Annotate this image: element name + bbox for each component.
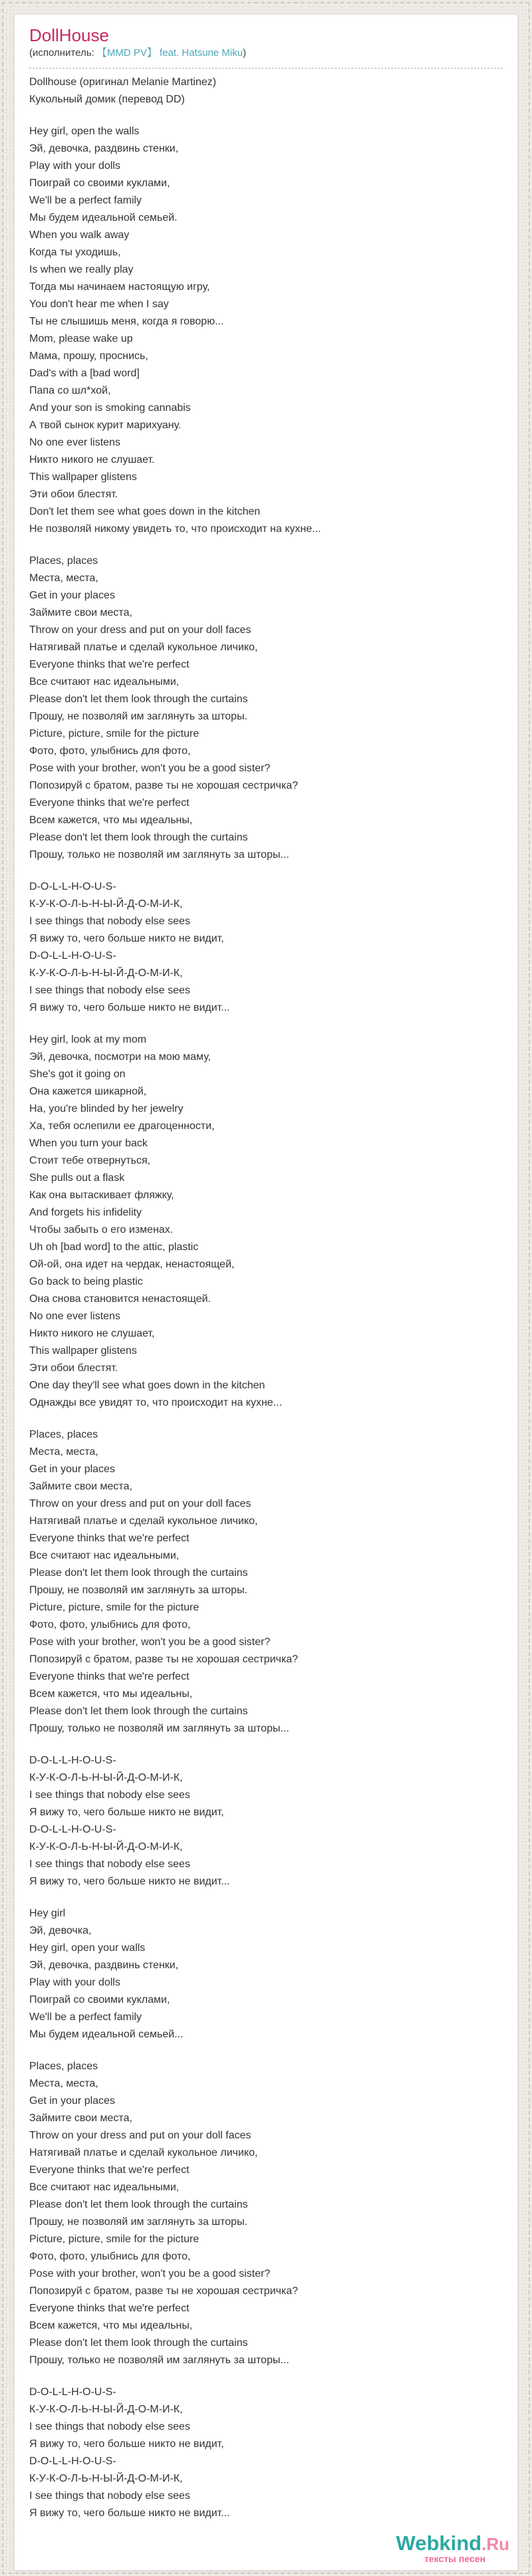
- lyrics-line: Please don't let them look through the curtains: [29, 1706, 248, 1717]
- lyrics-line: Я вижу то, чего больше никто не видит...: [29, 1876, 230, 1887]
- lyrics-line: К-У-К-О-Л-Ь-Н-Ы-Й-Д-О-М-И-К,: [29, 1772, 183, 1783]
- lyrics-line: Places, places: [29, 2061, 98, 2072]
- lyrics-line: Эй, девочка, раздвинь стенки,: [29, 1960, 179, 1971]
- lyrics-stanza: [29, 123, 503, 538]
- webkind-logo-main: Webkind: [396, 2531, 482, 2555]
- lyrics-line: Когда ты уходишь,: [29, 247, 121, 258]
- lyrics-line: К-У-К-О-Л-Ь-Н-Ы-Й-Д-О-М-И-К,: [29, 1841, 183, 1853]
- lyrics-line: Dollhouse (оригинал Melanie Martinez): [29, 76, 217, 88]
- lyrics-line: Get in your places: [29, 2095, 115, 2107]
- lyrics-line: Прошу, только не позволяй им заглянуть за шторы...: [29, 1723, 289, 1734]
- lyrics-line: I see things that nobody else sees: [29, 1859, 190, 1870]
- lyrics-line: А твой сынок курит марихуану.: [29, 420, 182, 431]
- lyrics-line: Please don't let them look through the curtains: [29, 2199, 248, 2210]
- lyrics-line: Hey girl, open your walls: [29, 1942, 146, 1954]
- song-title: DollHouse: [29, 25, 109, 45]
- lyrics-line: Стоит тебе отвернуться,: [29, 1155, 151, 1166]
- lyrics-line: Ой-ой, она идет на чердак, ненастоящей,: [29, 1259, 235, 1270]
- lyrics-line: Всем кажется, что мы идеальны,: [29, 1688, 193, 1700]
- lyrics-line: Чтобы забыть о его изменах.: [29, 1224, 174, 1235]
- lyrics-stanza: [29, 878, 503, 1017]
- lyrics-line: Мы будем идеальной семьей...: [29, 2029, 184, 2040]
- lyrics-line: Everyone thinks that we're perfect: [29, 2303, 190, 2314]
- lyrics-line: Эй, девочка, посмотри на мою маму,: [29, 1051, 211, 1063]
- lyrics-line: Попозируй с братом, разве ты не хорошая сестричка?: [29, 2285, 299, 2297]
- lyrics-line: Прошу, только не позволяй им заглянуть за шторы...: [29, 849, 289, 860]
- lyrics-line: Она кажется шикарной,: [29, 1086, 147, 1097]
- lyrics-stanza: [29, 1752, 503, 1890]
- lyrics-stanza: [29, 2058, 503, 2369]
- artist-suffix: ): [243, 47, 247, 59]
- lyrics-line: Все считают нас идеальными,: [29, 1550, 180, 1561]
- lyrics-line: Play with your dolls: [29, 1977, 120, 1988]
- lyrics-line: Ты не слышишь меня, когда я говорю...: [29, 316, 224, 327]
- lyrics-line: Hey girl, look at my mom: [29, 1034, 147, 1045]
- lyrics-line: No one ever listens: [29, 437, 120, 448]
- lyrics-line: Go back to being plastic: [29, 1276, 143, 1287]
- lyrics-line: And forgets his infidelity: [29, 1207, 142, 1218]
- lyrics-line: Попозируй с братом, разве ты не хорошая сестричка?: [29, 780, 299, 791]
- lyrics-line: Я вижу то, чего больше никто не видит,: [29, 1807, 224, 1818]
- lyrics-line: Get in your places: [29, 590, 115, 601]
- lyrics-line: Everyone thinks that we're perfect: [29, 1671, 190, 1682]
- lyrics-line: Всем кажется, что мы идеальны,: [29, 2320, 193, 2331]
- lyrics-line: I see things that nobody else sees: [29, 916, 190, 927]
- lyrics-line: Фото, фото, улыбнись для фото,: [29, 745, 191, 757]
- lyrics-line: D-O-L-L-H-O-U-S-: [29, 1824, 116, 1835]
- lyrics-stanza: [29, 2384, 503, 2522]
- lyrics-line: Throw on your dress and put on your doll faces: [29, 1498, 251, 1509]
- lyrics-line: Pose with your brother, won't you be a good sister?: [29, 763, 271, 774]
- lyrics-stanza: [29, 553, 503, 864]
- lyrics-line: Мы будем идеальной семьей.: [29, 212, 178, 223]
- lyrics-line: Ха, тебя ослепили ее драгоценности,: [29, 1120, 215, 1132]
- lyrics-line: Places, places: [29, 1429, 98, 1440]
- artist-prefix: (исполнитель:: [29, 47, 97, 59]
- lyrics-line: Throw on your dress and put on your doll faces: [29, 2130, 251, 2141]
- lyrics-line: Папа со шл*хой,: [29, 385, 111, 396]
- lyrics-line: D-O-L-L-H-O-U-S-: [29, 950, 116, 962]
- lyrics-line: Никто никого не слушает.: [29, 454, 155, 465]
- lyrics-line: Не позволяй никому увидеть то, что происходит на кухне...: [29, 523, 321, 535]
- lyrics-line: К-У-К-О-Л-Ь-Н-Ы-Й-Д-О-М-И-К,: [29, 967, 183, 979]
- lyrics-line: Hey girl: [29, 1908, 66, 1919]
- lyrics-line: And your son is smoking cannabis: [29, 402, 191, 414]
- lyrics-line: Throw on your dress and put on your doll faces: [29, 624, 251, 636]
- lyrics-line: D-O-L-L-H-O-U-S-: [29, 881, 116, 892]
- lyrics-line: Тогда мы начинаем настоящую игру,: [29, 281, 210, 293]
- lyrics-line: Everyone thinks that we're perfect: [29, 797, 190, 809]
- lyrics-line: Picture, picture, smile for the picture: [29, 1602, 200, 1613]
- webkind-logo-suffix: .Ru: [481, 2534, 509, 2554]
- lyrics-line: Places, places: [29, 555, 98, 567]
- lyrics-line: Is when we really play: [29, 264, 134, 275]
- lyrics-line: Pose with your brother, won't you be a good sister?: [29, 2268, 271, 2279]
- lyrics-line: I see things that nobody else sees: [29, 1789, 190, 1801]
- lyrics-line: Натягивай платье и сделай кукольное личико,: [29, 642, 258, 653]
- lyrics-line: К-У-К-О-Л-Ь-Н-Ы-Й-Д-О-М-И-К,: [29, 2404, 183, 2415]
- lyrics-line: Места, места,: [29, 2078, 98, 2089]
- lyrics-line: Ha, you're blinded by her jewelry: [29, 1103, 184, 1114]
- lyrics-line: Please don't let them look through the curtains: [29, 1567, 248, 1579]
- lyrics-line: Get in your places: [29, 1464, 115, 1475]
- lyrics-line: I see things that nobody else sees: [29, 2490, 190, 2502]
- lyrics-stanza: [29, 74, 503, 108]
- lyrics-line: Прошу, только не позволяй им заглянуть за шторы...: [29, 2355, 289, 2366]
- lyrics-line: She pulls out a flask: [29, 1172, 125, 1184]
- lyrics-line: Натягивай платье и сделай кукольное личико,: [29, 2147, 258, 2158]
- lyrics-line: Мама, прошу, проснись,: [29, 350, 148, 362]
- lyrics-line: D-O-L-L-H-O-U-S-: [29, 1755, 116, 1766]
- lyrics-line: Займите свои места,: [29, 2113, 132, 2124]
- lyrics-line: No one ever listens: [29, 1311, 120, 1322]
- lyrics-line: Все считают нас идеальными,: [29, 676, 180, 688]
- lyrics-line: К-У-К-О-Л-Ь-Н-Ы-Й-Д-О-М-И-К,: [29, 2473, 183, 2484]
- lyrics-line: Кукольный домик (перевод DD): [29, 94, 185, 105]
- lyrics-line: Please don't let them look through the curtains: [29, 694, 248, 705]
- lyrics-line: Фото, фото, улыбнись для фото,: [29, 1619, 191, 1630]
- lyrics-line: Please don't let them look through the curtains: [29, 2337, 248, 2349]
- lyrics-stanza: [29, 1031, 503, 1412]
- lyrics-line: Picture, picture, smile for the picture: [29, 728, 200, 739]
- artist-line: [29, 47, 503, 68]
- lyrics-line: Everyone thinks that we're perfect: [29, 1533, 190, 1544]
- lyrics-line: Никто никого не слушает,: [29, 1328, 155, 1339]
- lyrics-line: Попозируй с братом, разве ты не хорошая сестричка?: [29, 1654, 299, 1665]
- lyrics-card: [14, 14, 518, 2571]
- lyrics-line: This wallpaper glistens: [29, 1345, 137, 1356]
- lyrics-line: Места, места,: [29, 573, 98, 584]
- lyrics-line: This wallpaper glistens: [29, 471, 137, 483]
- lyrics-line: К-У-К-О-Л-Ь-Н-Ы-Й-Д-О-М-И-К,: [29, 898, 183, 910]
- lyrics-line: One day they'll see what goes down in the kitchen: [29, 1380, 265, 1391]
- lyrics-line: I see things that nobody else sees: [29, 2421, 190, 2432]
- lyrics-line: Эти обои блестят.: [29, 489, 118, 500]
- lyrics-line: Прошу, не позволяй им заглянуть за шторы.: [29, 1585, 248, 1596]
- webkind-logo-link[interactable]: [396, 2531, 510, 2555]
- lyrics-line: Dad's with a [bad word]: [29, 368, 140, 379]
- lyrics-line: D-O-L-L-H-O-U-S-: [29, 2456, 116, 2467]
- lyrics-line: Она снова становится ненастоящей.: [29, 1293, 211, 1305]
- lyrics-stanza: [29, 1905, 503, 2043]
- lyrics-line: Все считают нас идеальными,: [29, 2182, 180, 2193]
- lyrics-line: Займите свои места,: [29, 1481, 132, 1492]
- lyrics-line: Поиграй со своими куклами,: [29, 1994, 170, 2005]
- lyrics-line: We'll be a perfect family: [29, 195, 142, 206]
- lyrics-line: Uh oh [bad word] to the attic, plastic: [29, 1241, 199, 1253]
- lyrics-line: Я вижу то, чего больше никто не видит...: [29, 1002, 230, 1013]
- lyrics-line: Натягивай платье и сделай кукольное личико,: [29, 1515, 258, 1527]
- lyrics-line: Поиграй со своими куклами,: [29, 178, 170, 189]
- webkind-logo: [29, 2531, 509, 2563]
- lyrics-line: Everyone thinks that we're perfect: [29, 2164, 190, 2176]
- lyrics-line: Pose with your brother, won't you be a good sister?: [29, 1636, 271, 1648]
- lyrics-line: Прошу, не позволяй им заглянуть за шторы.: [29, 711, 248, 722]
- lyrics-line: Эти обои блестят.: [29, 1362, 118, 1374]
- lyrics-line: Однажды все увидят то, что происходит на кухне...: [29, 1397, 283, 1408]
- artist-link[interactable]: 【MMD PV】 feat. Hatsune Miku: [96, 47, 243, 59]
- lyrics-line: Места, места,: [29, 1446, 98, 1458]
- lyrics-line: Don't let them see what goes down in the kitchen: [29, 506, 261, 517]
- webkind-logo-tagline: тексты песен: [424, 2553, 485, 2564]
- lyrics-line: Эй, девочка,: [29, 1925, 92, 1936]
- lyrics-line: When you turn your back: [29, 1138, 148, 1149]
- lyrics-line: Hey girl, open the walls: [29, 126, 140, 137]
- lyrics-line: Я вижу то, чего больше никто не видит,: [29, 2438, 224, 2450]
- lyrics-line: When you walk away: [29, 229, 130, 241]
- lyrics-line: Займите свои места,: [29, 607, 132, 618]
- lyrics-line: Mom, please wake up: [29, 333, 133, 344]
- lyrics-line: Фото, фото, улыбнись для фото,: [29, 2251, 191, 2262]
- lyrics-line: D-O-L-L-H-O-U-S-: [29, 2386, 116, 2398]
- lyrics-stanza: [29, 1426, 503, 1738]
- lyrics-line: Прошу, не позволяй им заглянуть за шторы.: [29, 2216, 248, 2228]
- lyrics-line: Как она вытаскивает фляжку,: [29, 1190, 174, 1201]
- lyrics-line: I see things that nobody else sees: [29, 985, 190, 996]
- lyrics-line: Please don't let them look through the curtains: [29, 832, 248, 843]
- lyrics-line: We'll be a perfect family: [29, 2011, 142, 2023]
- lyrics-line: She's got it going on: [29, 1069, 126, 1080]
- lyrics-line: You don't hear me when I say: [29, 299, 169, 310]
- lyrics-line: Picture, picture, smile for the picture: [29, 2234, 200, 2245]
- lyrics-line: Everyone thinks that we're perfect: [29, 659, 190, 670]
- lyrics-line: Всем кажется, что мы идеальны,: [29, 815, 193, 826]
- lyrics-line: Я вижу то, чего больше никто не видит,: [29, 933, 224, 944]
- lyrics-line: Эй, девочка, раздвинь стенки,: [29, 143, 179, 154]
- lyrics-line: Play with your dolls: [29, 160, 120, 172]
- lyrics-line: Я вижу то, чего больше никто не видит...: [29, 2508, 230, 2519]
- lyrics-text: [29, 74, 503, 2522]
